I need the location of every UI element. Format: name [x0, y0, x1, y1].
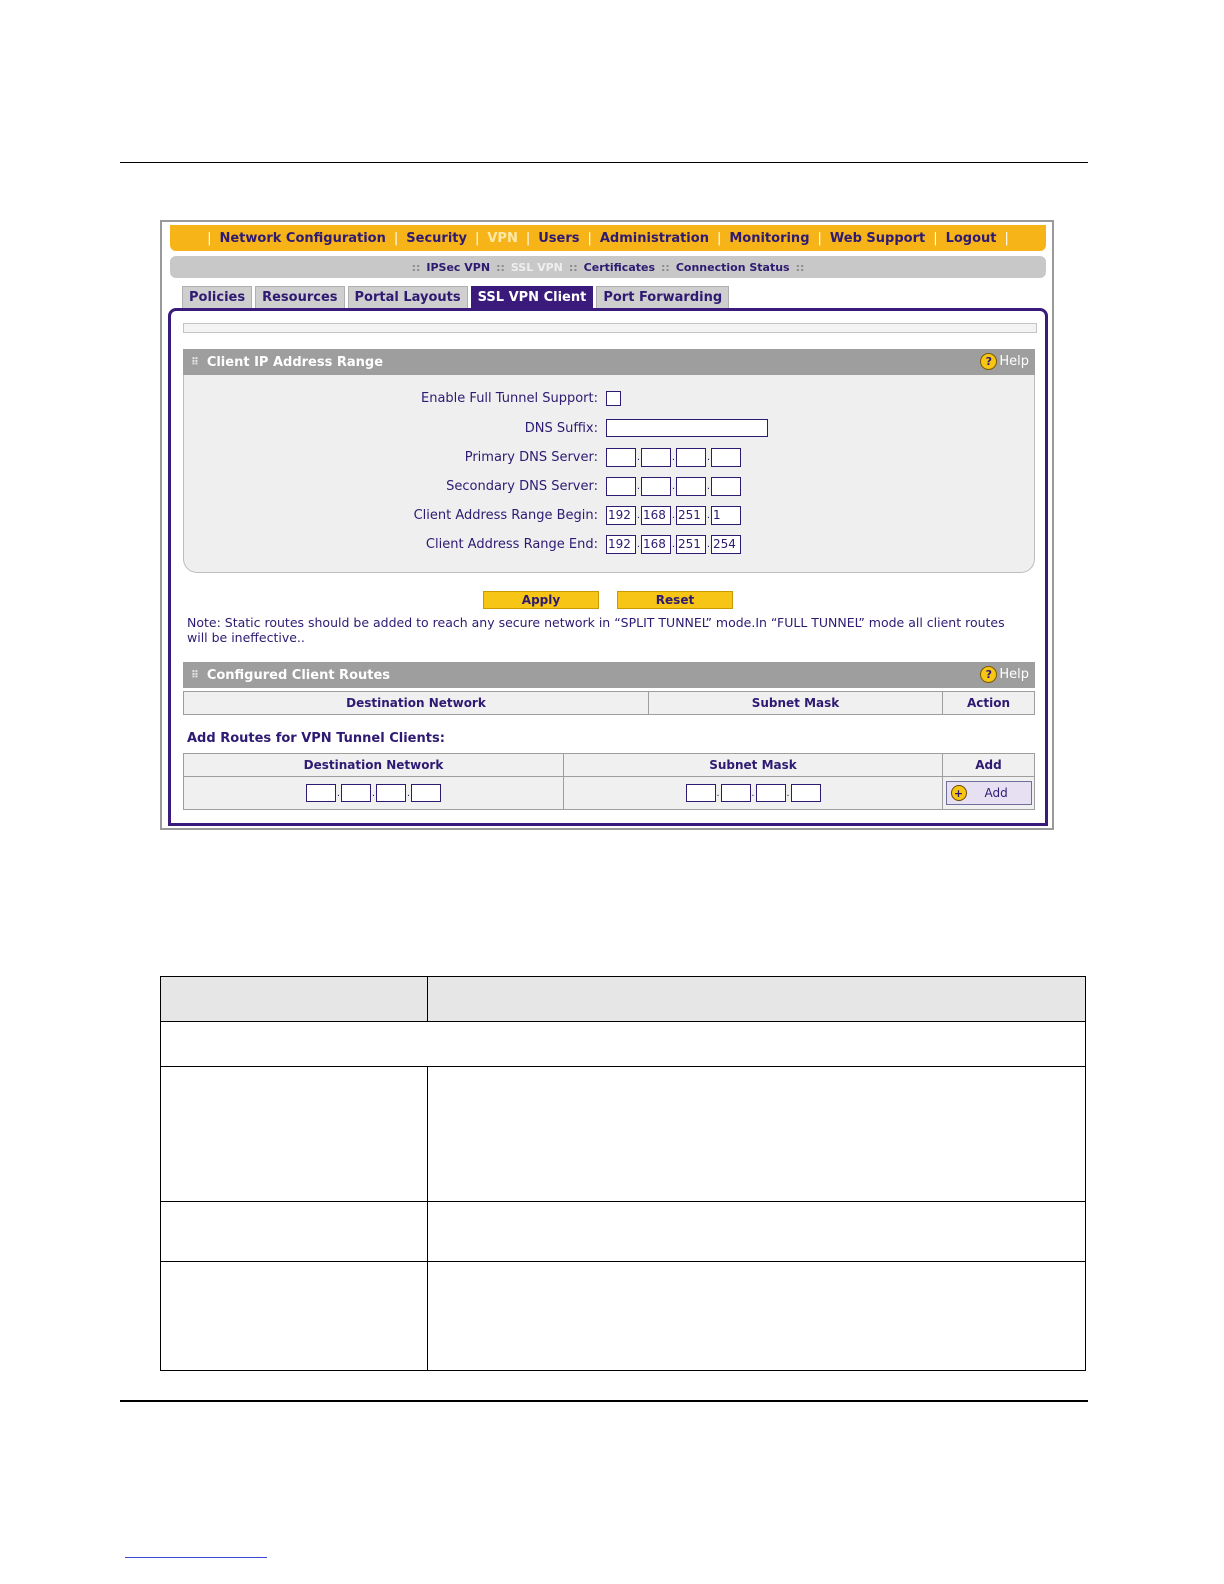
subnav-ipsec-vpn[interactable]: IPSec VPN	[426, 260, 491, 274]
plus-icon: +	[951, 785, 967, 801]
client-ip-form	[183, 375, 1035, 573]
column-header: Action	[943, 692, 1035, 715]
ip-octet-input[interactable]: 168	[641, 535, 671, 554]
content-panel	[168, 308, 1048, 826]
bottom-rule	[120, 1400, 1088, 1402]
nav-users[interactable]: Users	[538, 230, 580, 246]
nav-logout[interactable]: Logout	[945, 230, 997, 246]
ip-octet-input[interactable]	[411, 784, 441, 802]
tab-policies[interactable]: Policies	[182, 286, 252, 308]
ip-octet-input[interactable]	[676, 448, 706, 467]
client-ip-range-header	[183, 349, 1035, 375]
ip-octet-input[interactable]	[606, 477, 636, 496]
ip-octet-input[interactable]: 192	[606, 506, 636, 525]
top-rule	[120, 162, 1088, 163]
secondary-dns-label: Secondary DNS Server:	[446, 478, 598, 494]
primary-dns-label: Primary DNS Server:	[464, 449, 598, 465]
tab-portal-layouts[interactable]: Portal Layouts	[348, 286, 468, 308]
tab-resources[interactable]: Resources	[255, 286, 344, 308]
ip-octet-input[interactable]	[686, 784, 716, 802]
help-icon: ?	[980, 666, 997, 683]
dns-suffix-input[interactable]	[606, 419, 768, 437]
help-link[interactable]: ? Help	[980, 666, 1029, 683]
subnet-mask-cell	[564, 777, 943, 810]
ip-octet-input[interactable]	[721, 784, 751, 802]
ip-octet-input[interactable]: 1	[711, 506, 741, 525]
add-routes-table	[183, 753, 1035, 810]
ip-octet-input[interactable]	[306, 784, 336, 802]
range-begin-label: Client Address Range Begin:	[413, 507, 598, 523]
column-header: Destination Network	[184, 754, 564, 777]
ip-octet-input[interactable]	[791, 784, 821, 802]
top-nav: | Network Configuration | Security | VPN | Users | Administration | Monitoring | Web Support | Logout |	[170, 225, 1046, 251]
table-header-cell	[428, 977, 1086, 1022]
add-routes-title: Add Routes for VPN Tunnel Clients:	[187, 731, 445, 746]
nav-administration[interactable]: Administration	[599, 230, 709, 246]
nav-vpn[interactable]: VPN	[487, 230, 518, 246]
dns-suffix-label: DNS Suffix:	[524, 420, 598, 436]
nav-network-configuration[interactable]: Network Configuration	[219, 230, 386, 246]
ip-octet-input[interactable]: 251	[676, 535, 706, 554]
ip-octet-input[interactable]: 251	[676, 506, 706, 525]
column-header: Subnet Mask	[564, 754, 943, 777]
ip-octet-input[interactable]	[711, 477, 741, 496]
help-link[interactable]: ? Help	[980, 353, 1029, 370]
secondary-dns-input: . . .	[606, 477, 741, 496]
range-end-label: Client Address Range End:	[425, 536, 598, 552]
grip-icon: ⠿	[191, 669, 199, 681]
routes-note: Note: Static routes should be added to reach any secure network in “SPLIT TUNNEL” mode.In “FULL TUNNEL” mode all client routes will be ineffective..	[187, 615, 1005, 645]
table-cell	[428, 1262, 1086, 1371]
destination-network-input: . . .	[184, 784, 563, 802]
primary-dns-input: . . .	[606, 448, 741, 467]
table-cell	[161, 1067, 428, 1202]
table-cell	[428, 1202, 1086, 1262]
table-cell	[161, 1202, 428, 1262]
ip-octet-input[interactable]	[641, 477, 671, 496]
tab-port-forwarding[interactable]: Port Forwarding	[596, 286, 729, 308]
ip-octet-input[interactable]	[341, 784, 371, 802]
subnav-ssl-vpn[interactable]: SSL VPN	[510, 260, 563, 274]
document-table	[160, 976, 1086, 1371]
section-title: Client IP Address Range	[206, 354, 384, 370]
nav-security[interactable]: Security	[406, 230, 467, 246]
ip-octet-input[interactable]	[641, 448, 671, 467]
grip-icon: ⠿	[191, 356, 199, 368]
section-title: Configured Client Routes	[206, 667, 391, 683]
add-route-button[interactable]: + Add	[946, 781, 1032, 805]
apply-button[interactable]: Apply	[483, 591, 599, 609]
subnav-connection-status[interactable]: Connection Status	[675, 260, 790, 274]
tab-ssl-vpn-client[interactable]: SSL VPN Client	[471, 286, 594, 308]
table-cell	[428, 1067, 1086, 1202]
message-bar	[183, 323, 1037, 333]
nav-monitoring[interactable]: Monitoring	[729, 230, 810, 246]
sub-nav: :: IPSec VPN :: SSL VPN :: Certificates :: Connection Status ::	[170, 256, 1046, 278]
ip-octet-input[interactable]	[676, 477, 706, 496]
nav-web-support[interactable]: Web Support	[829, 230, 926, 246]
full-tunnel-checkbox[interactable]	[606, 391, 621, 406]
subnav-certificates[interactable]: Certificates	[583, 260, 656, 274]
column-header: Add	[943, 754, 1035, 777]
tab-bar	[182, 286, 729, 308]
range-begin-input: 192 . 168 . 251 . 1	[606, 506, 741, 525]
table-cell	[161, 1262, 428, 1371]
column-header: Subnet Mask	[649, 692, 943, 715]
configured-routes-header	[183, 662, 1035, 688]
ip-octet-input[interactable]	[756, 784, 786, 802]
add-cell	[943, 777, 1035, 810]
range-end-input: 192 . 168 . 251 . 254	[606, 535, 741, 554]
table-section-row	[161, 1022, 1086, 1067]
table-header-cell	[161, 977, 428, 1022]
screenshot-frame	[160, 220, 1054, 830]
ip-octet-input[interactable]: 192	[606, 535, 636, 554]
footer-link-underline[interactable]	[125, 1557, 267, 1558]
reset-button[interactable]: Reset	[617, 591, 733, 609]
column-header: Destination Network	[184, 692, 649, 715]
help-icon: ?	[980, 353, 997, 370]
destination-network-cell	[184, 777, 564, 810]
configured-routes-table	[183, 691, 1035, 715]
ip-octet-input[interactable]	[376, 784, 406, 802]
ip-octet-input[interactable]: 168	[641, 506, 671, 525]
ip-octet-input[interactable]	[606, 448, 636, 467]
ip-octet-input[interactable]	[711, 448, 741, 467]
subnet-mask-input: . . .	[564, 784, 942, 802]
ip-octet-input[interactable]: 254	[711, 535, 741, 554]
full-tunnel-label: Enable Full Tunnel Support:	[421, 390, 598, 406]
